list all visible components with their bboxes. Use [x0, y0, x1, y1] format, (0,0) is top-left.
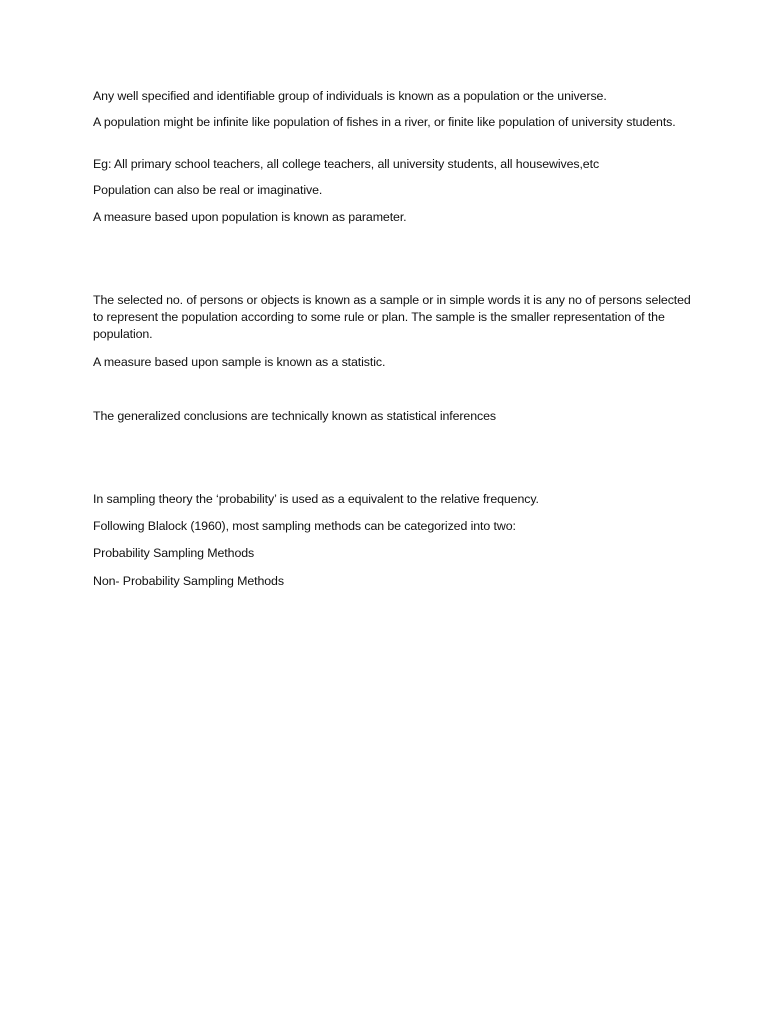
- list-item-probability-sampling: Probability Sampling Methods: [93, 546, 255, 560]
- paragraph-blalock-categories: Following Blalock (1960), most sampling methods can be categorized into two:: [93, 519, 516, 533]
- paragraph-statistic: A measure based upon sample is known as a statistic.: [93, 355, 386, 369]
- paragraph-population-example: Eg: All primary school teachers, all college teachers, all university students, all housewives,etc: [93, 157, 600, 171]
- paragraph-parameter: A measure based upon population is known as parameter.: [93, 210, 407, 224]
- paragraph-population-real-imaginative: Population can also be real or imaginative.: [93, 183, 323, 197]
- paragraph-statistical-inferences: The generalized conclusions are technically known as statistical inferences: [93, 409, 496, 423]
- paragraph-probability-relative-frequency: In sampling theory the ‘probability’ is used as a equivalent to the relative frequency.: [93, 492, 539, 506]
- list-item-non-probability-sampling: Non- Probability Sampling Methods: [93, 574, 284, 588]
- paragraph-sample-definition: The selected no. of persons or objects is known as a sample or in simple words it is any no of persons selected to represent the population according to some rule or plan. The sample is the smaller representation of the population.: [93, 293, 691, 341]
- paragraph-population-definition: Any well specified and identifiable group of individuals is known as a population or the universe.: [93, 89, 607, 103]
- paragraph-population-types: A population might be infinite like population of fishes in a river, or finite like population of university students.: [93, 115, 676, 129]
